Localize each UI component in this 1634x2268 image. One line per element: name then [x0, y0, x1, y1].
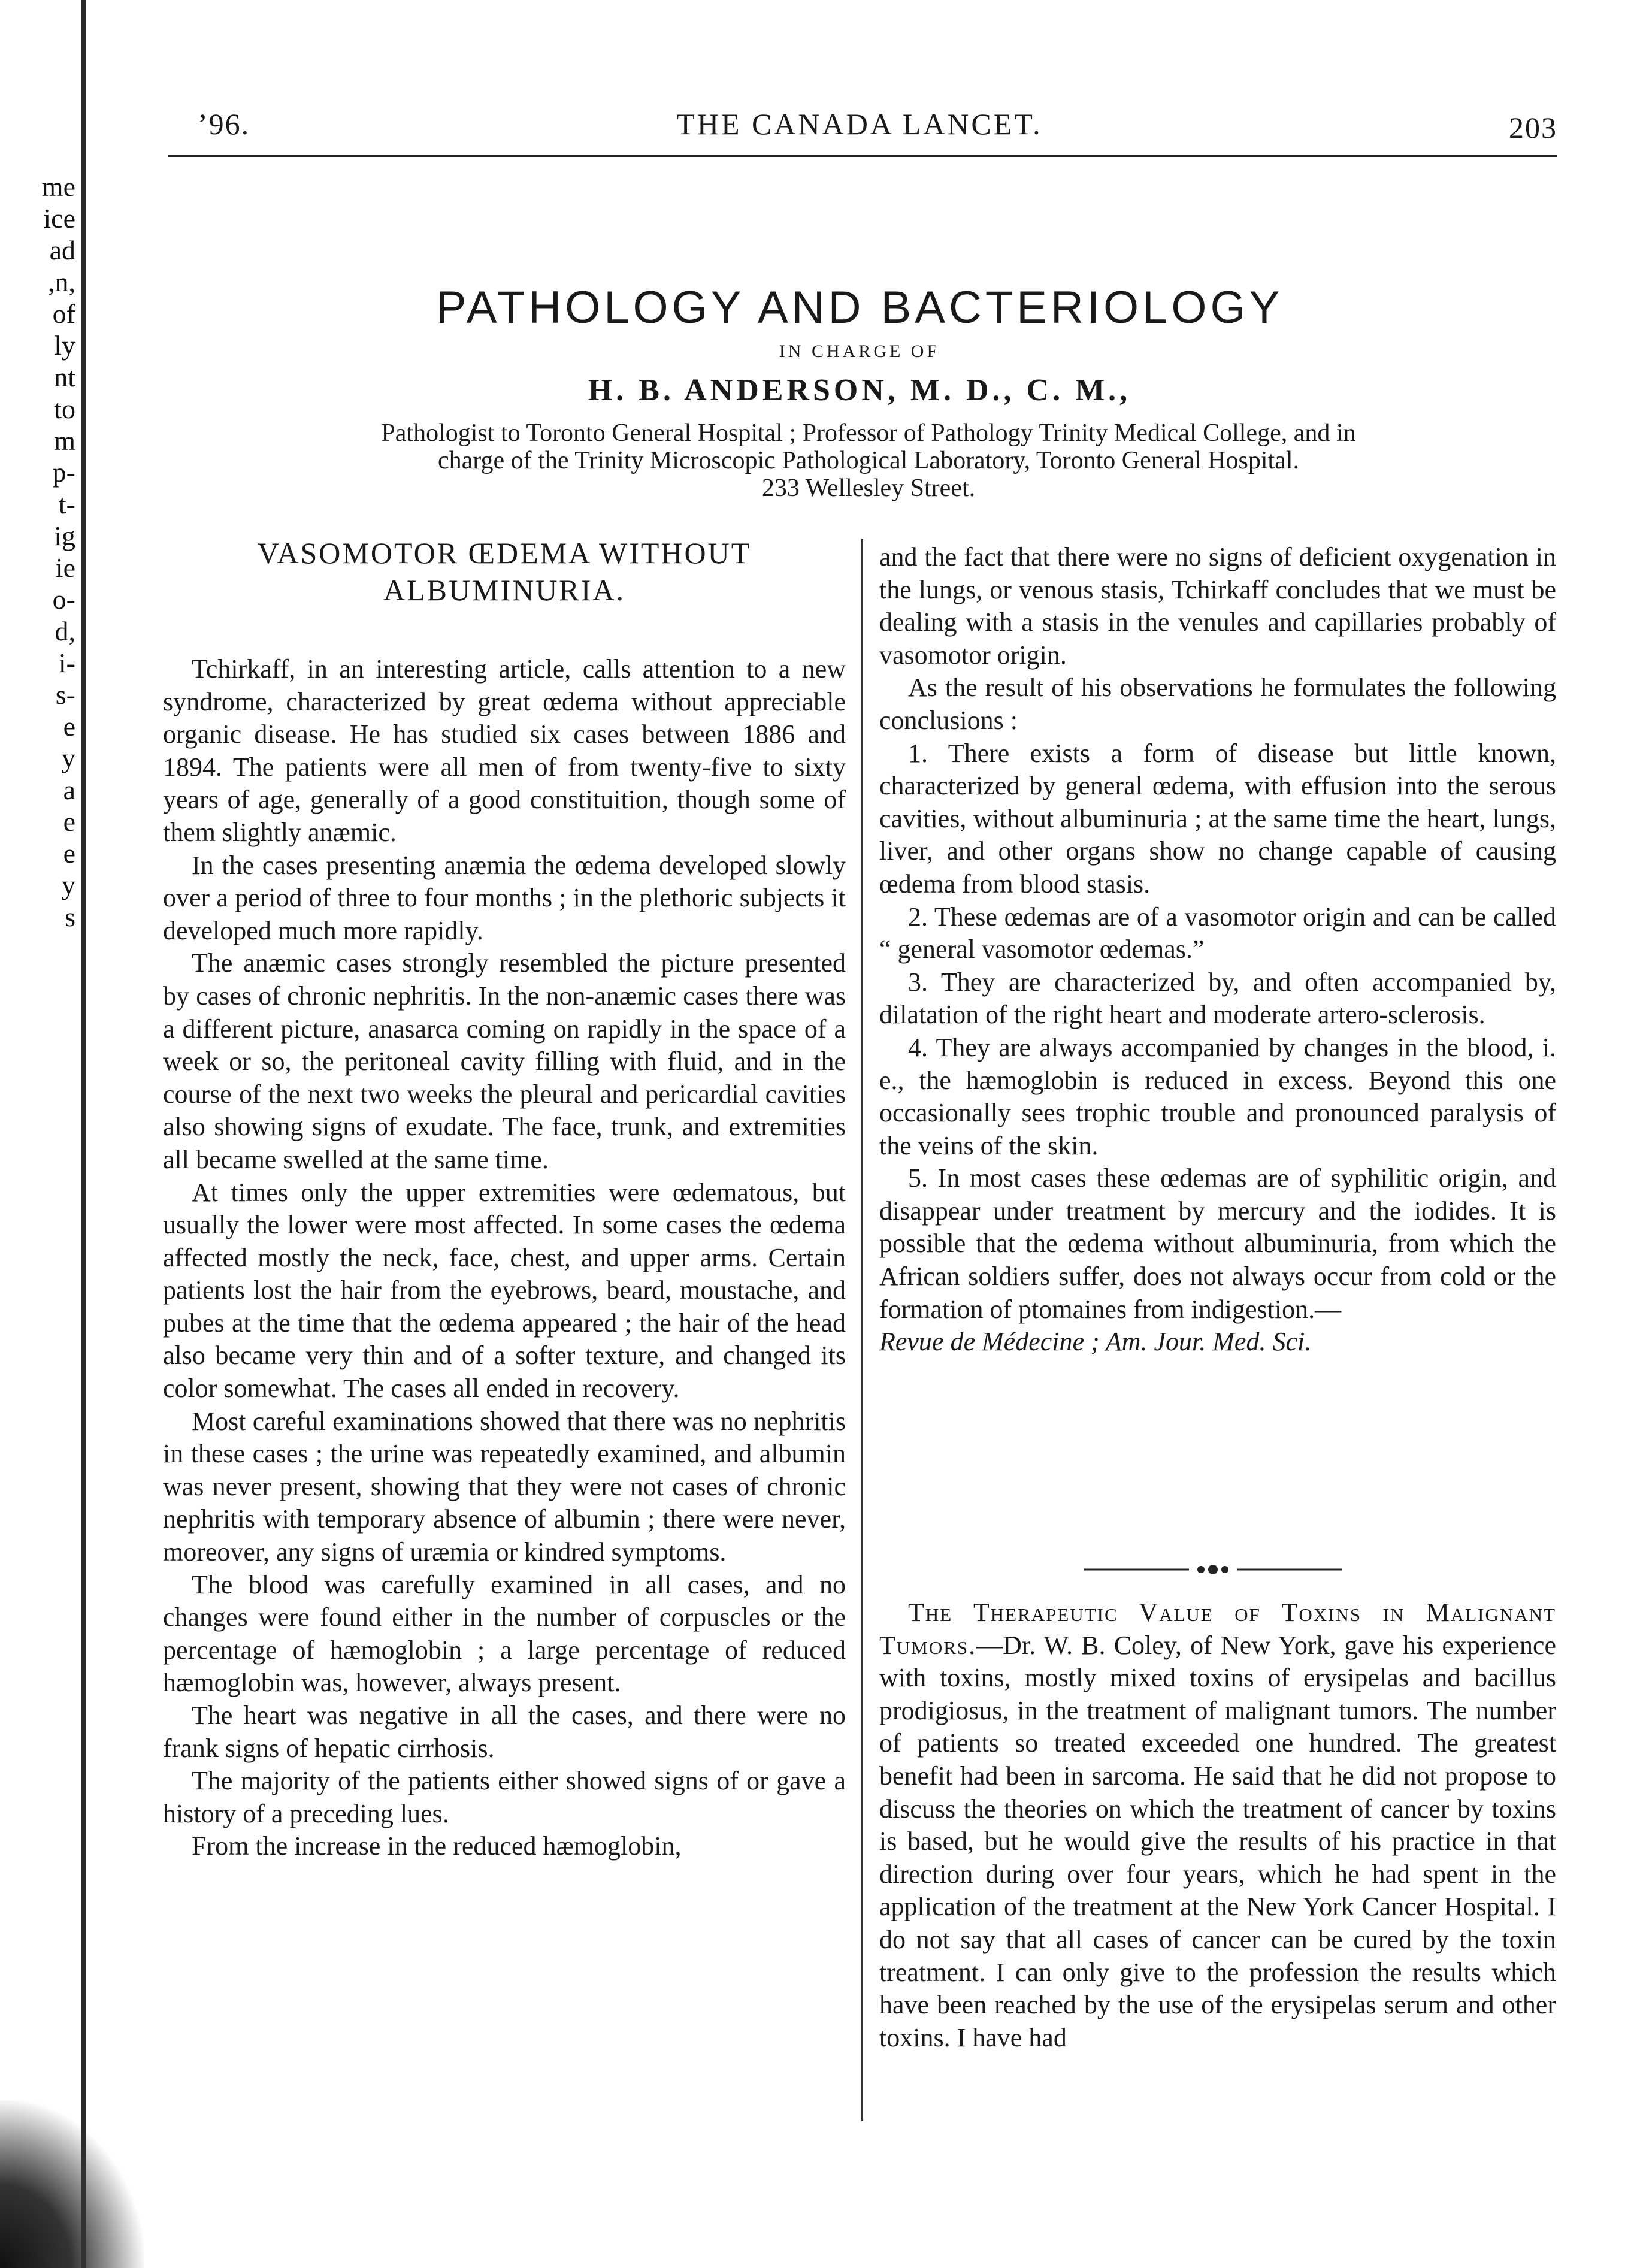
running-header — [162, 107, 1557, 155]
section-editor: H. B. ANDERSON, M. D., C. M., — [588, 373, 1131, 407]
bleed-text: e — [63, 838, 75, 869]
bleed-text: of — [52, 298, 75, 329]
article-title-line: VASOMOTOR ŒDEMA WITHOUT — [257, 536, 752, 570]
paragraph: Tchirkaff, in an interesting article, calls attention to a new syndrome, characterized by great œdema without appreciable organic disease. He has studied six cases between 1886 and 1894. The patients were all men of from twenty-five to sixty years of age, generally of a good constituition, though some of them slightly anæmic. — [163, 654, 846, 847]
bleed-text: ad — [49, 235, 75, 265]
article-therapeutic-toxins — [879, 1596, 1556, 2054]
paragraph — [879, 1596, 1556, 2054]
adjacent-page-strip — [0, 0, 90, 2268]
article-heading: The Therapeutic Value of Toxins in Malignant Tumors. — [879, 1598, 1556, 1660]
page-number: 203 — [1509, 111, 1557, 144]
editor-affiliation — [216, 419, 1521, 502]
paragraph: The blood was carefully examined in all cases, and no changes were found either in the number of corpuscles or the percentage of hæmoglobin ; a large percentage of reduced hæmoglobin was, however, always present. — [163, 1570, 846, 1698]
bleed-text: d, — [55, 616, 75, 646]
scan-corner-shadow — [0, 2100, 144, 2268]
paragraph: The heart was negative in all the cases, and there were no frank signs of hepatic cirrhosis. — [163, 1701, 846, 1763]
affiliation-line: Pathologist to Toronto General Hospital ; Professor of Pathology Trinity Medical College, and in — [381, 419, 1356, 447]
bleed-text: o- — [52, 584, 75, 615]
column-rule — [861, 539, 863, 2121]
journal-title: THE CANADA LANCET. — [676, 107, 1043, 141]
affiliation-line: charge of the Trinity Microscopic Pathological Laboratory, Toronto General Hospital. — [438, 447, 1299, 474]
bleed-text: m — [54, 425, 75, 456]
conclusion-item: 3. They are characterized by, and often accompanied by, dilatation of the right heart and moderate artero-sclerosis. — [879, 967, 1556, 1030]
paragraph: and the fact that there were no signs of deficient oxygenation in the lungs, or venous stasis, Tchirkaff concludes that we must be dealing with a stasis in the venules and capillaries probably of vasomotor origin. — [879, 542, 1556, 670]
right-column — [879, 541, 1556, 1359]
bleed-text: y — [62, 870, 75, 900]
header-rule — [168, 155, 1557, 157]
gutter-rule — [81, 0, 86, 2268]
conclusion-item: 1. There exists a form of disease but little known, characterized by general œdema, with effusion into the serous cavities, without albuminuria ; at the same time the heart, lungs, liver, and other organs show no change capable of causing œdema from blood stasis. — [879, 738, 1556, 899]
bleed-text: ly — [54, 330, 75, 361]
bleed-text: a — [63, 775, 75, 805]
bleed-text: ice — [43, 203, 75, 234]
paragraph: Most careful examinations showed that there was no nephritis in these cases ; the urine was repeatedly examined, and albumin was never present, showing that they were not cases of chronic nephritis with temporary absence of albumin ; there were never, moreover, any signs of uræmia or kindred symptoms. — [163, 1406, 846, 1567]
conclusion-item: 5. In most cases these œdemas are of syphilitic origin, and disappear under treatment by mercury and the iodides. It is possible that the œdema without albuminuria, from which the African soldiers suffer, does not always occur from cold or the formation of ptomaines from indigestion.— — [879, 1163, 1556, 1324]
bleed-text: me — [41, 171, 75, 202]
bleed-text: ,n, — [48, 267, 75, 297]
bleed-text: e — [63, 806, 75, 837]
paragraph: In the cases presenting anæmia the œdema developed slowly over a period of three to four months ; in the plethoric subjects it developed much more rapidly. — [163, 850, 846, 945]
bleed-text: p- — [52, 457, 75, 488]
bleed-text: ie — [55, 552, 75, 583]
bleed-text: s- — [55, 679, 75, 710]
header-year: ’96. — [198, 107, 250, 141]
conclusion-item: 2. These œdemas are of a vasomotor origin and can be called “ general vasomotor œdemas.” — [879, 902, 1556, 964]
affiliation-line: 233 Wellesley Street. — [761, 474, 976, 502]
article-body: —Dr. W. B. Coley, of New York, gave his experience with toxins, mostly mixed toxins of erysipelas and bacillus prodigiosus, in the treatment of malignant tumors. The number of patients so treated exceeded one hundred. The greatest benefit had been in sarcoma. He said that he did not propose to discuss the theories on which the treatment of cancer by toxins is based, but he would give the results of his practice in that direction during over four years, which he had spent in the application of the treatment at the New York Cancer Hospital. I do not say that all cases of cancer can be cured by the toxin treatment. I can only give to the profession the results which have been reached by the use of the erysipelas serum and other toxins. I have had — [879, 1630, 1556, 2052]
paragraph: The anæmic cases strongly resembled the picture presented by cases of chronic nephritis. In the non-anæmic cases there was a different picture, anasarca coming on rapidly in the space of a week or so, the peritoneal cavity filling with fluid, and in the course of the next two weeks the pleural and pericardial cavities also showing signs of exudate. The face, trunk, and extremities all became swelled at the same time. — [163, 948, 846, 1174]
left-column — [163, 653, 846, 1863]
bleed-text: ig — [54, 521, 75, 551]
conclusion-item: 4. They are always accompanied by changes in the blood, i. e., the hæmoglobin is reduced in excess. Beyond this one occasionally sees trophic trouble and pronounced paralysis of the veins of the skin. — [879, 1032, 1556, 1160]
paragraph: As the result of his observations he formulates the following conclusions : — [879, 673, 1556, 735]
article-title-line: ALBUMINURIA. — [383, 573, 626, 607]
bleed-text: y — [62, 743, 75, 773]
citation — [879, 1326, 1556, 1359]
bleed-text: t- — [58, 489, 75, 519]
bleed-text: to — [54, 394, 75, 424]
article-title — [163, 534, 846, 609]
citation-source: Revue de Médecine ; Am. Jour. Med. Sci. — [879, 1327, 1312, 1357]
bleed-text: i- — [58, 648, 75, 678]
bleed-text: e — [63, 711, 75, 742]
paragraph: The majority of the patients either showed signs of or gave a history of a preceding lues. — [163, 1766, 846, 1828]
paragraph: At times only the upper extremities were œdematous, but usually the lower were most affected. In some cases the œdema affected mostly the neck, face, chest, and upper arms. Certain patients lost the hair from the eyebrows, beard, moustache, and pubes at the time that the œdema appeared ; the hair of the head also became very thin and of a softer texture, and changed its color somewhat. The cases all ended in recovery. — [163, 1177, 846, 1404]
bleed-text: s — [65, 902, 75, 932]
ornament-divider — [1084, 1564, 1342, 1575]
paragraph: From the increase in the reduced hæmoglobin, — [192, 1831, 682, 1861]
bleed-text: nt — [54, 362, 75, 392]
in-charge-label: IN CHARGE OF — [779, 341, 940, 361]
section-title: PATHOLOGY AND BACTERIOLOGY — [435, 282, 1284, 333]
